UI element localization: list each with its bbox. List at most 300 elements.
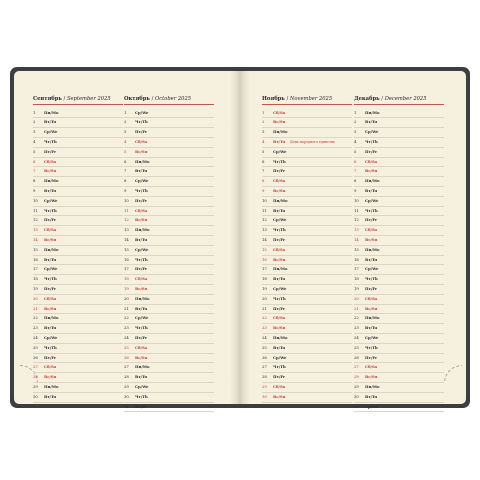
month-name-ru: Сентябрь bbox=[33, 96, 62, 102]
day-number: 21 bbox=[124, 305, 129, 311]
weekday-label: Вт/Tu bbox=[135, 305, 148, 311]
day-number: 24 bbox=[33, 334, 38, 340]
day-number: 21 bbox=[262, 305, 267, 311]
day-row bbox=[262, 354, 352, 364]
weekday-label: Ср/We bbox=[273, 285, 287, 291]
day-row bbox=[33, 354, 123, 364]
weekday-label: Пн/Mo bbox=[135, 227, 150, 233]
day-number: 8 bbox=[33, 178, 36, 184]
weekday-label: Пт/Fr bbox=[135, 197, 147, 203]
day-row bbox=[354, 226, 444, 236]
weekday-label: Вс/Su bbox=[44, 305, 57, 311]
day-row bbox=[124, 393, 214, 403]
day-number: 21 bbox=[33, 305, 38, 311]
day-list bbox=[33, 105, 123, 403]
weekday-label: Ср/We bbox=[273, 217, 287, 223]
day-number: 12 bbox=[33, 217, 38, 223]
day-row bbox=[354, 403, 444, 413]
day-number: 5 bbox=[354, 148, 357, 154]
day-row bbox=[262, 187, 352, 197]
weekday-label: Пт/Fr bbox=[365, 217, 377, 223]
weekday-label: Вс/Su bbox=[44, 168, 57, 174]
weekday-label: Вс/Su bbox=[44, 374, 57, 380]
day-row bbox=[262, 305, 352, 315]
weekday-label: Чт/Th bbox=[273, 295, 286, 301]
weekday-label: Пн/Mo bbox=[273, 129, 288, 135]
day-row bbox=[124, 109, 214, 119]
day-number: 16 bbox=[124, 256, 129, 262]
day-row bbox=[262, 167, 352, 177]
weekday-label: Пн/Mo bbox=[365, 383, 380, 389]
weekday-label: Ср/We bbox=[365, 403, 379, 409]
day-number: 4 bbox=[354, 138, 357, 144]
day-number: 29 bbox=[124, 383, 129, 389]
day-number: 11 bbox=[33, 207, 38, 213]
weekday-label: Вс/Su bbox=[135, 285, 148, 291]
weekday-label: Чт/Th bbox=[135, 256, 148, 262]
weekday-label: Пн/Mo bbox=[273, 266, 288, 272]
day-row bbox=[124, 177, 214, 187]
weekday-label: Вс/Su bbox=[273, 325, 286, 331]
day-row bbox=[33, 373, 123, 383]
day-row bbox=[124, 216, 214, 226]
day-number: 31 bbox=[124, 403, 129, 409]
day-number: 18 bbox=[124, 276, 129, 282]
weekday-label: Ср/We bbox=[44, 334, 58, 340]
day-number: 19 bbox=[124, 285, 129, 291]
day-row bbox=[262, 334, 352, 344]
weekday-label: Чт/Th bbox=[44, 344, 57, 350]
day-number: 4 bbox=[262, 138, 265, 144]
day-row bbox=[33, 109, 123, 119]
weekday-label: Ср/We bbox=[365, 197, 379, 203]
weekday-label: Сб/Sa bbox=[273, 178, 286, 184]
weekday-label: Пт/Fr bbox=[44, 354, 56, 360]
day-row bbox=[262, 373, 352, 383]
day-row bbox=[33, 158, 123, 168]
day-row bbox=[354, 118, 444, 128]
day-row bbox=[262, 158, 352, 168]
weekday-label: Вс/Su bbox=[365, 168, 378, 174]
day-row bbox=[124, 256, 214, 266]
weekday-label: Вт/Tu bbox=[365, 256, 378, 262]
day-number: 14 bbox=[354, 236, 359, 242]
day-row bbox=[124, 305, 214, 315]
day-row bbox=[262, 197, 352, 207]
day-row bbox=[124, 226, 214, 236]
weekday-label: Чт/Th bbox=[44, 138, 57, 144]
day-number: 25 bbox=[262, 344, 267, 350]
weekday-label: Ср/We bbox=[135, 383, 149, 389]
day-number: 25 bbox=[33, 344, 38, 350]
weekday-label: Чт/Th bbox=[365, 344, 378, 350]
weekday-label: Чт/Th bbox=[365, 207, 378, 213]
day-number: 6 bbox=[124, 158, 127, 164]
day-number: 12 bbox=[354, 217, 359, 223]
weekday-label: Ср/We bbox=[273, 148, 287, 154]
weekday-label: Вс/Su bbox=[273, 187, 286, 193]
day-number: 19 bbox=[33, 285, 38, 291]
day-row bbox=[262, 148, 352, 158]
weekday-label: Сб/Sa bbox=[135, 138, 148, 144]
day-row bbox=[262, 344, 352, 354]
weekday-label: Вс/Su bbox=[135, 217, 148, 223]
day-row bbox=[124, 167, 214, 177]
day-number: 24 bbox=[262, 334, 267, 340]
weekday-label: Пн/Mo bbox=[44, 109, 59, 115]
day-number: 21 bbox=[354, 305, 359, 311]
day-row bbox=[354, 383, 444, 393]
day-row bbox=[262, 216, 352, 226]
day-row bbox=[33, 275, 123, 285]
weekday-label: Ср/We bbox=[135, 315, 149, 321]
month-december bbox=[354, 95, 444, 412]
weekday-label: Вс/Su bbox=[44, 236, 57, 242]
day-row bbox=[33, 393, 123, 403]
weekday-label: Вт/Tu bbox=[365, 325, 378, 331]
day-row bbox=[354, 158, 444, 168]
month-header: Сентябрь / September 2025 bbox=[33, 95, 123, 105]
day-number: 7 bbox=[33, 168, 36, 174]
day-row bbox=[354, 177, 444, 187]
day-number: 16 bbox=[262, 256, 267, 262]
weekday-label: Вс/Su bbox=[365, 305, 378, 311]
day-row bbox=[354, 344, 444, 354]
day-number: 14 bbox=[124, 236, 129, 242]
day-row bbox=[124, 373, 214, 383]
weekday-label: Сб/Sa bbox=[365, 158, 378, 164]
day-row bbox=[262, 138, 352, 148]
day-row bbox=[33, 236, 123, 246]
day-number: 9 bbox=[262, 187, 265, 193]
day-number: 14 bbox=[262, 236, 267, 242]
weekday-label: Сб/Sa bbox=[44, 227, 57, 233]
day-number: 6 bbox=[262, 158, 265, 164]
day-number: 13 bbox=[124, 227, 129, 233]
day-row bbox=[124, 138, 214, 148]
weekday-label: Пт/Fr bbox=[273, 374, 285, 380]
weekday-label: Сб/Sa bbox=[273, 246, 286, 252]
day-number: 27 bbox=[262, 364, 267, 370]
weekday-label: Вт/Tu bbox=[135, 374, 148, 380]
day-number: 26 bbox=[33, 354, 38, 360]
month-name-ru: Декабрь bbox=[354, 96, 380, 102]
day-number: 25 bbox=[124, 344, 129, 350]
day-number: 28 bbox=[124, 374, 129, 380]
weekday-label: Вт/Tu bbox=[44, 187, 57, 193]
weekday-label: Вс/Su bbox=[273, 119, 286, 125]
day-row bbox=[33, 128, 123, 138]
weekday-label: Чт/Th bbox=[273, 364, 286, 370]
day-row bbox=[124, 324, 214, 334]
day-row bbox=[33, 148, 123, 158]
day-number: 27 bbox=[354, 364, 359, 370]
day-row bbox=[354, 138, 444, 148]
day-number: 30 bbox=[262, 393, 267, 399]
day-number: 3 bbox=[354, 129, 357, 135]
weekday-label: Пн/Mo bbox=[135, 295, 150, 301]
day-row bbox=[33, 383, 123, 393]
day-number: 31 bbox=[354, 403, 359, 409]
weekday-label: Пт/Fr bbox=[135, 129, 147, 135]
weekday-label: Ср/We bbox=[135, 246, 149, 252]
day-number: 15 bbox=[124, 246, 129, 252]
weekday-label: Сб/Sa bbox=[44, 158, 57, 164]
weekday-label: Сб/Sa bbox=[44, 295, 57, 301]
day-number: 9 bbox=[124, 187, 127, 193]
day-number: 12 bbox=[262, 217, 267, 223]
day-number: 11 bbox=[262, 207, 267, 213]
day-row bbox=[354, 197, 444, 207]
weekday-label: Пт/Fr bbox=[44, 148, 56, 154]
weekday-label: Сб/Sa bbox=[44, 364, 57, 370]
weekday-label: Пт/Fr bbox=[135, 403, 147, 409]
day-number: 2 bbox=[124, 119, 127, 125]
day-number: 26 bbox=[124, 354, 129, 360]
day-number: 10 bbox=[354, 197, 359, 203]
day-row bbox=[124, 295, 214, 305]
day-row bbox=[124, 275, 214, 285]
day-row bbox=[124, 383, 214, 393]
day-row bbox=[33, 138, 123, 148]
day-number: 29 bbox=[33, 383, 38, 389]
month-name-ru: Октябрь bbox=[124, 96, 150, 102]
weekday-label: Ср/We bbox=[44, 197, 58, 203]
day-row bbox=[124, 148, 214, 158]
day-number: 8 bbox=[262, 178, 265, 184]
day-row bbox=[124, 344, 214, 354]
day-number: 19 bbox=[354, 285, 359, 291]
day-row bbox=[354, 285, 444, 295]
day-row bbox=[33, 226, 123, 236]
day-row bbox=[262, 226, 352, 236]
weekday-label: Пн/Mo bbox=[365, 178, 380, 184]
day-number: 7 bbox=[124, 168, 127, 174]
day-list bbox=[124, 105, 214, 412]
day-row bbox=[124, 158, 214, 168]
day-number: 30 bbox=[33, 393, 38, 399]
weekday-label: Пт/Fr bbox=[135, 334, 147, 340]
day-number: 16 bbox=[354, 256, 359, 262]
day-number: 22 bbox=[354, 315, 359, 321]
day-row bbox=[124, 403, 214, 413]
day-row bbox=[33, 314, 123, 324]
day-number: 12 bbox=[124, 217, 129, 223]
day-number: 11 bbox=[354, 207, 359, 213]
day-row bbox=[33, 197, 123, 207]
day-row bbox=[354, 207, 444, 217]
day-row bbox=[262, 275, 352, 285]
day-number: 9 bbox=[33, 187, 36, 193]
day-number: 23 bbox=[33, 325, 38, 331]
day-list bbox=[262, 105, 352, 403]
day-number: 1 bbox=[354, 109, 357, 115]
day-row bbox=[33, 285, 123, 295]
day-row bbox=[33, 246, 123, 256]
month-name-en: October 2025 bbox=[154, 96, 192, 102]
day-row bbox=[124, 197, 214, 207]
weekday-label: Чт/Th bbox=[273, 158, 286, 164]
weekday-label: Вт/Tu bbox=[365, 393, 378, 399]
day-row bbox=[124, 363, 214, 373]
weekday-label: Сб/Sa bbox=[135, 276, 148, 282]
weekday-label: Чт/Th bbox=[135, 325, 148, 331]
weekday-label: Чт/Th bbox=[273, 227, 286, 233]
day-number: 27 bbox=[124, 364, 129, 370]
day-row bbox=[354, 305, 444, 315]
day-row bbox=[124, 285, 214, 295]
weekday-label: Пн/Mo bbox=[365, 109, 380, 115]
day-row bbox=[354, 334, 444, 344]
day-row bbox=[354, 246, 444, 256]
weekday-label: Сб/Sa bbox=[273, 383, 286, 389]
day-row bbox=[354, 363, 444, 373]
weekday-label: Пт/Fr bbox=[44, 217, 56, 223]
day-number: 5 bbox=[33, 148, 36, 154]
day-number: 18 bbox=[354, 276, 359, 282]
weekday-label: Сб/Sa bbox=[273, 315, 286, 321]
weekday-label: Вт/Tu bbox=[44, 119, 57, 125]
day-row bbox=[262, 383, 352, 393]
day-number: 15 bbox=[33, 246, 38, 252]
weekday-label: Вт/Tu bbox=[365, 187, 378, 193]
day-number: 7 bbox=[354, 168, 357, 174]
planner-spine bbox=[238, 71, 242, 404]
day-number: 14 bbox=[33, 236, 38, 242]
day-row bbox=[354, 256, 444, 266]
day-number: 25 bbox=[354, 344, 359, 350]
weekday-label: Пт/Fr bbox=[365, 354, 377, 360]
day-number: 20 bbox=[124, 295, 129, 301]
day-row bbox=[354, 393, 444, 403]
day-number: 9 bbox=[354, 187, 357, 193]
day-number: 15 bbox=[262, 246, 267, 252]
day-number: 6 bbox=[33, 158, 36, 164]
month-name-en: December 2025 bbox=[384, 96, 427, 102]
day-number: 5 bbox=[124, 148, 127, 154]
day-number: 28 bbox=[262, 374, 267, 380]
weekday-label: Пт/Fr bbox=[365, 148, 377, 154]
day-row bbox=[354, 324, 444, 334]
weekday-label: Вс/Su bbox=[135, 148, 148, 154]
day-row bbox=[354, 128, 444, 138]
day-row bbox=[33, 363, 123, 373]
day-number: 17 bbox=[262, 266, 267, 272]
day-row bbox=[262, 246, 352, 256]
day-row bbox=[33, 256, 123, 266]
weekday-label: Пн/Mo bbox=[273, 334, 288, 340]
weekday-label: Ср/We bbox=[135, 178, 149, 184]
day-row bbox=[262, 109, 352, 119]
day-row bbox=[354, 373, 444, 383]
weekday-label: Ср/We bbox=[365, 334, 379, 340]
day-number: 4 bbox=[124, 138, 127, 144]
weekday-label: Чт/Th bbox=[135, 119, 148, 125]
day-number: 16 bbox=[33, 256, 38, 262]
day-row bbox=[354, 295, 444, 305]
weekday-label: Сб/Sa bbox=[365, 295, 378, 301]
day-number: 3 bbox=[33, 129, 36, 135]
day-number: 22 bbox=[33, 315, 38, 321]
weekday-label: Ср/We bbox=[44, 129, 58, 135]
weekday-label: Сб/Sa bbox=[135, 344, 148, 350]
weekday-label: Пн/Mo bbox=[44, 383, 59, 389]
weekday-label: Пн/Mo bbox=[365, 246, 380, 252]
day-number: 26 bbox=[354, 354, 359, 360]
month-september bbox=[33, 95, 123, 403]
day-row bbox=[33, 295, 123, 305]
day-row bbox=[354, 148, 444, 158]
weekday-label: Вт/Tu bbox=[273, 276, 286, 282]
weekday-label: Вт/Tu bbox=[44, 256, 57, 262]
day-row bbox=[354, 275, 444, 285]
weekday-label: Вт/Tu bbox=[273, 207, 286, 213]
day-row bbox=[262, 118, 352, 128]
day-number: 10 bbox=[262, 197, 267, 203]
day-row bbox=[33, 305, 123, 315]
day-number: 3 bbox=[262, 129, 265, 135]
month-header: Октябрь / October 2025 bbox=[124, 95, 214, 105]
weekday-label: Пт/Fr bbox=[135, 266, 147, 272]
day-row bbox=[124, 128, 214, 138]
day-number: 22 bbox=[262, 315, 267, 321]
weekday-label: Вс/Su bbox=[365, 374, 378, 380]
month-name-en: November 2025 bbox=[289, 96, 333, 102]
weekday-label: Вс/Su bbox=[273, 393, 286, 399]
day-number: 18 bbox=[33, 276, 38, 282]
weekday-label: Вс/Su bbox=[365, 236, 378, 242]
day-row bbox=[354, 109, 444, 119]
day-number: 15 bbox=[354, 246, 359, 252]
weekday-label: Ср/We bbox=[365, 266, 379, 272]
day-number: 2 bbox=[262, 119, 265, 125]
day-number: 28 bbox=[354, 374, 359, 380]
day-number: 10 bbox=[124, 197, 129, 203]
day-row bbox=[262, 265, 352, 275]
day-row bbox=[33, 118, 123, 128]
weekday-label: Пн/Mo bbox=[273, 197, 288, 203]
day-number: 1 bbox=[262, 109, 265, 115]
day-row bbox=[354, 265, 444, 275]
weekday-label: Чт/Th bbox=[44, 276, 57, 282]
day-number: 23 bbox=[124, 325, 129, 331]
day-row bbox=[354, 236, 444, 246]
day-row bbox=[354, 187, 444, 197]
day-row bbox=[124, 265, 214, 275]
day-number: 23 bbox=[262, 325, 267, 331]
day-row bbox=[262, 285, 352, 295]
weekday-label: Сб/Sa bbox=[365, 227, 378, 233]
weekday-label: Ср/We bbox=[135, 109, 149, 115]
day-row bbox=[262, 207, 352, 217]
weekday-label: Чт/Th bbox=[135, 187, 148, 193]
day-number: 13 bbox=[33, 227, 38, 233]
weekday-label: Вт/Tu bbox=[44, 325, 57, 331]
weekday-label: Вт/Tu bbox=[44, 393, 57, 399]
day-number: 13 bbox=[262, 227, 267, 233]
day-number: 29 bbox=[354, 383, 359, 389]
day-number: 30 bbox=[354, 393, 359, 399]
day-number: 26 bbox=[262, 354, 267, 360]
day-number: 17 bbox=[354, 266, 359, 272]
day-row bbox=[124, 354, 214, 364]
weekday-label: Сб/Sa bbox=[273, 109, 286, 115]
day-number: 24 bbox=[124, 334, 129, 340]
month-october bbox=[124, 95, 214, 412]
day-number: 23 bbox=[354, 325, 359, 331]
day-number: 24 bbox=[354, 334, 359, 340]
weekday-label: Пн/Mo bbox=[135, 158, 150, 164]
